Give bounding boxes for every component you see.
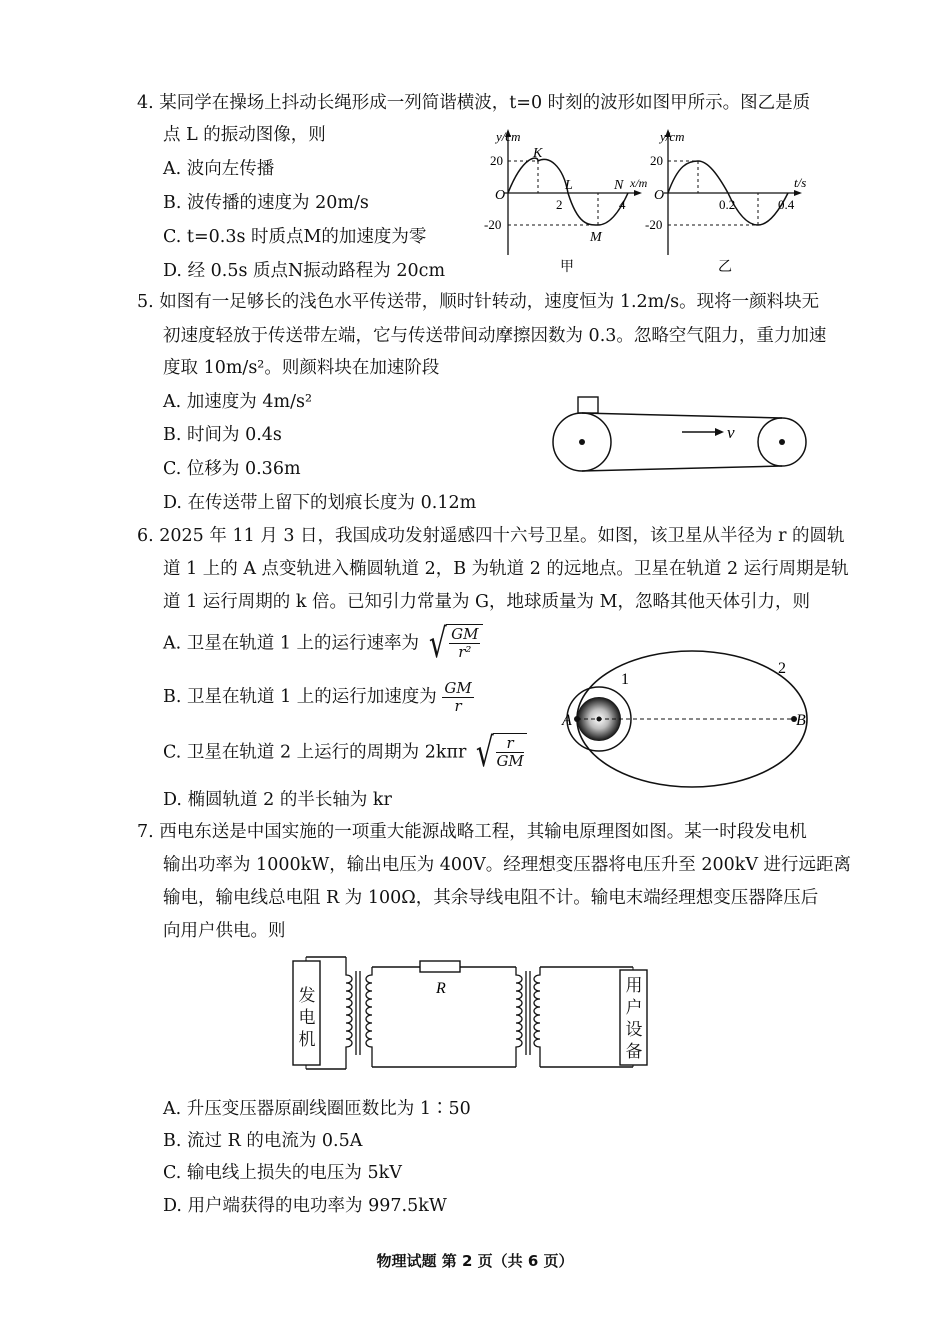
step-down-primary-coil: [516, 967, 522, 1067]
q5-stem-text1: 如图有一足够长的浅色水平传送带，顺时针转动，速度恒为 1.2m/s。现将一颜料块无: [159, 292, 820, 312]
q6-stem-text1: 2025 年 11 月 3 日，我国成功发射遥感四十六号卫星。如图，该卫星从半径为 r 的圆轨: [159, 526, 845, 546]
q7-stem-line1: [137, 821, 807, 843]
q5-number: 5.: [137, 292, 154, 312]
jia-y-pos: 20: [490, 153, 503, 168]
resistor-label: R: [436, 980, 446, 997]
yi-origin: O: [654, 188, 665, 203]
q5-conveyor-figure: [550, 392, 810, 474]
q4-figure-yi: [645, 125, 818, 275]
q5-stem-line1: [137, 291, 819, 313]
q5-option-b: B. 时间为 0.4s: [163, 425, 282, 445]
point-a-dot: [574, 716, 580, 722]
q6-stem-line2: 道 1 上的 A 点变轨进入椭圆轨道 2，B 为轨道 2 的远地点。卫星在轨道 2 运行周期是轨: [163, 559, 849, 579]
q7-stem-line3: 输电，输电线总电阻 R 为 100Ω，其余导线电阻不计。输电末端经理想变压器降压后: [163, 888, 819, 908]
yi-tick-02: 0.2: [719, 197, 736, 212]
q7-option-d: D. 用户端获得的电功率为 997.5kW: [163, 1196, 447, 1216]
velocity-label: v: [727, 423, 735, 442]
yi-y-pos: 20: [650, 153, 663, 168]
q6-option-a: A. 卫星在轨道 1 上的运行速率为 √ $\frac{GM}{\text{r²}}$: [163, 624, 483, 664]
jia-xlabel: x/m: [630, 176, 648, 190]
resistor-r: [420, 961, 460, 972]
jia-ylabel: y/cm: [496, 129, 521, 144]
q7-option-c: C. 输电线上损失的电压为 5kV: [163, 1163, 402, 1183]
jia-point-l: L: [565, 178, 573, 193]
point-b-label: B: [796, 712, 806, 729]
q6-stem-line1: [137, 525, 845, 547]
page-footer: 物理试题 第 2 页（共 6 页）: [376, 1252, 574, 1270]
orbit-1-label: 1: [621, 671, 629, 688]
belt-top: [582, 413, 782, 418]
belt-bottom: [582, 466, 782, 471]
jia-caption: 甲: [560, 260, 574, 275]
q6-option-b: B. 卫星在轨道 1 上的运行加速度为 $\frac{GM}{r}$: [163, 679, 472, 715]
q6-option-c: C. 卫星在轨道 2 上运行的周期为 2kπr √ $\frac{r}{GM}$: [163, 733, 527, 773]
q7-option-a: A. 升压变压器原副线圈匝数比为 1∶50: [163, 1099, 471, 1119]
generator-label: 发电机: [298, 986, 316, 1050]
q6-orbit-figure: [540, 648, 820, 808]
q4-figure-jia: [478, 125, 648, 275]
yi-y-neg: -20: [645, 217, 663, 232]
jia-point-n: N: [614, 178, 624, 193]
point-a-label: A: [562, 712, 572, 729]
step-down-secondary-coil: [534, 967, 540, 1067]
q6-b-formula: $\frac{GM}{r}$: [444, 679, 472, 715]
q7-stem-line4: 向用户供电。则: [163, 921, 286, 941]
q7-stem-line2: 输出功率为 1000kW，输出电压为 400V。经理想变压器将电压升至 200kV 进行远距离: [163, 855, 852, 875]
yi-caption: 乙: [718, 260, 732, 275]
yi-xlabel: t/s: [794, 175, 807, 190]
q7-circuit-figure: [290, 955, 658, 1077]
jia-tick-2: 2: [556, 197, 563, 212]
q4-stem-line2: 点 L 的振动图像，则: [163, 125, 326, 145]
jia-y-neg: -20: [484, 217, 502, 232]
q4-option-d: D. 经 0.5s 质点N振动路程为 20cm: [163, 261, 446, 281]
user-device-label: 用户设备: [625, 976, 643, 1062]
yi-ylabel: y/cm: [660, 129, 685, 144]
step-up-primary-coil: [346, 957, 352, 1069]
q6-number: 6.: [137, 526, 154, 546]
q7-option-b: B. 流过 R 的电流为 0.5A: [163, 1131, 363, 1151]
jia-point-k: K: [533, 146, 543, 161]
q7-number: 7.: [137, 822, 154, 842]
jia-tick-4: 4: [619, 197, 626, 212]
jia-origin: O: [495, 188, 506, 203]
yi-tick-04: 0.4: [778, 197, 795, 212]
q6-c-formula: √ $\frac{r}{GM}$: [472, 733, 527, 773]
q5-option-c: C. 位移为 0.36m: [163, 459, 301, 479]
yi-x-arrow: [794, 190, 802, 196]
q5-option-d: D. 在传送带上留下的划痕长度为 0.12m: [163, 493, 477, 513]
q4-option-b: B. 波传播的速度为 20m/s: [163, 193, 369, 213]
q6-stem-line3: 道 1 运行周期的 k 倍。已知引力常量为 G，地球质量为 M，忽略其他天体引力，则: [163, 592, 811, 612]
q5-stem-line3: 度取 10m/s²。则颜料块在加速阶段: [163, 358, 440, 378]
q4-stem-line1: [137, 92, 810, 114]
q4-option-a: A. 波向左传播: [163, 159, 275, 179]
jia-point-m: M: [590, 230, 602, 245]
q7-stem-text1: 西电东送是中国实施的一项重大能源战略工程，其输电原理图如图。某一时段发电机: [159, 822, 807, 842]
q5-stem-line2: 初速度轻放于传送带左端，它与传送带间动摩擦因数为 0.3。忽略空气阻力，重力加速: [163, 326, 827, 346]
q5-option-a: A. 加速度为 4m/s²: [163, 392, 312, 412]
q4-option-c: C. t=0.3s 时质点M的加速度为零: [163, 227, 427, 247]
left-pulley-axle: [579, 439, 585, 445]
q6-a-formula: √ $\frac{GM}{\text{r²}}$: [425, 624, 484, 664]
q6-option-d: D. 椭圆轨道 2 的半长轴为 kr: [163, 790, 392, 810]
paint-block: [578, 397, 598, 413]
jia-x-arrow: [634, 190, 642, 196]
q4-number: 4.: [137, 93, 154, 113]
q4-stem-text1: 某同学在操场上抖动长绳形成一列简谐横波，t=0 时刻的波形如图甲所示。图乙是质: [159, 93, 811, 113]
step-up-secondary-coil: [366, 967, 372, 1067]
right-pulley-axle: [779, 439, 785, 445]
orbit-2-label: 2: [778, 660, 786, 677]
